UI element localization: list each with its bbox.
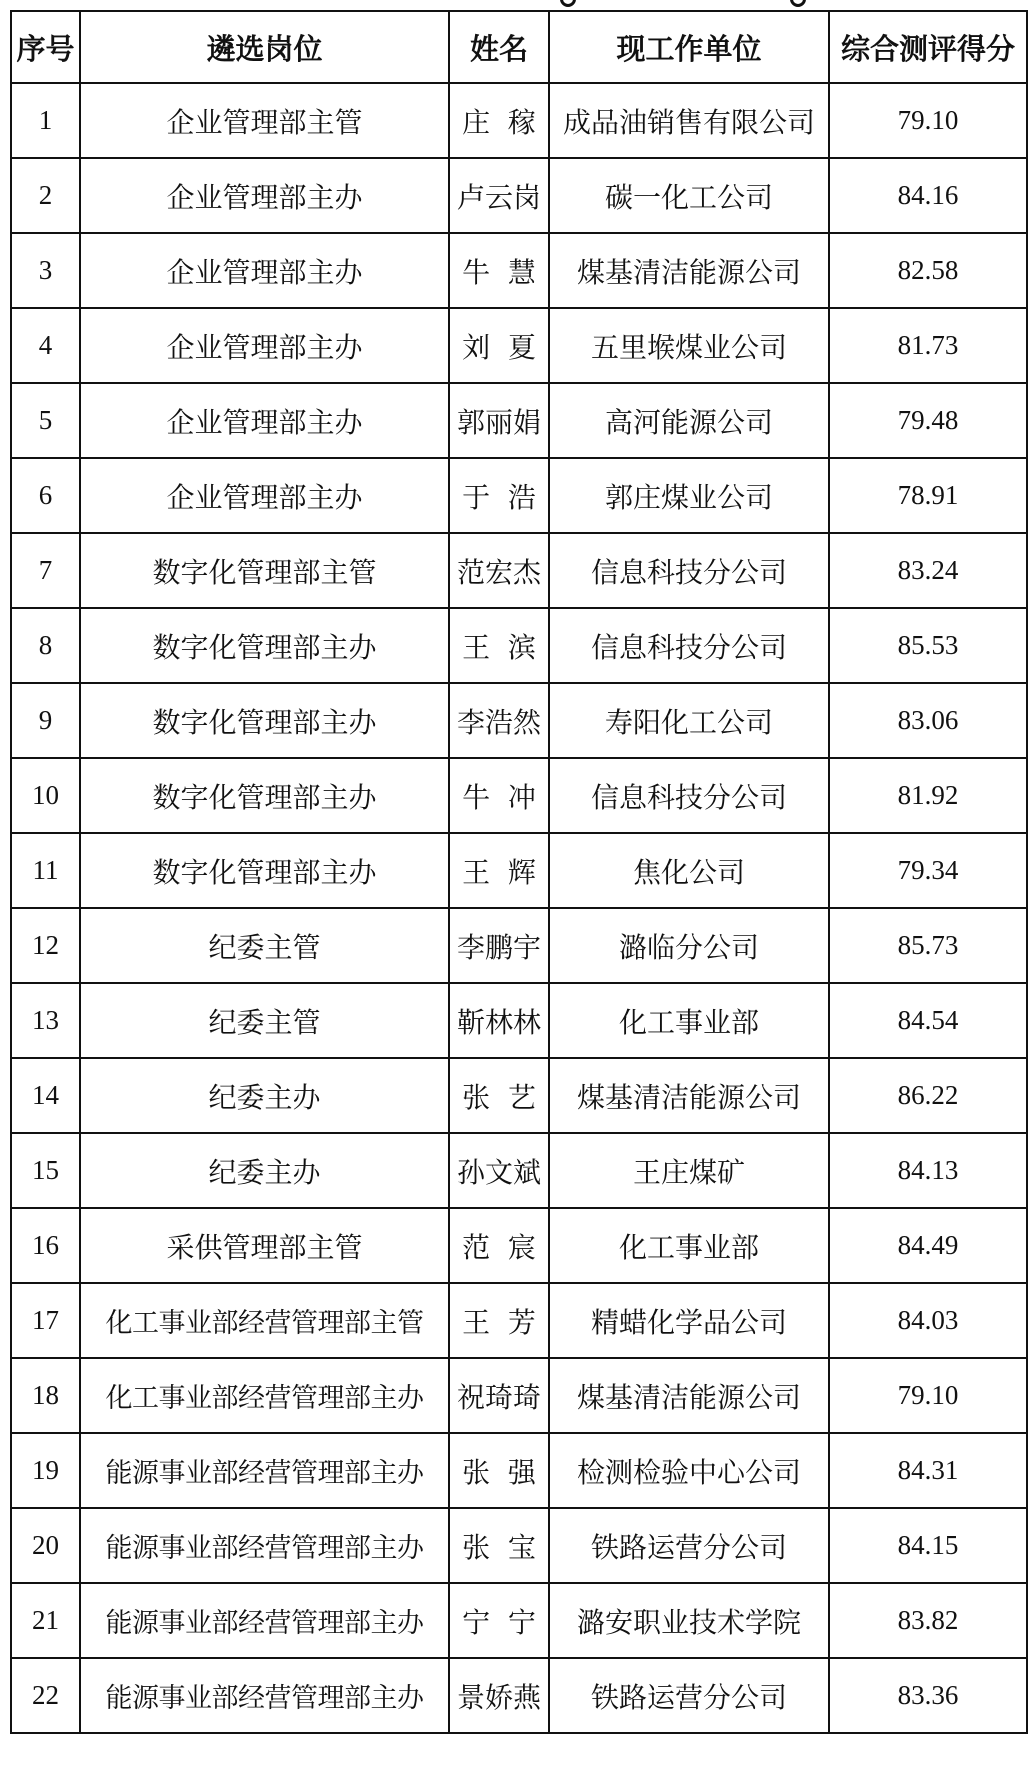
cell-post: 能源事业部经营管理部主办 bbox=[80, 1583, 449, 1658]
cell-unit: 潞安职业技术学院 bbox=[549, 1583, 829, 1658]
cell-post: 纪委主管 bbox=[80, 983, 449, 1058]
table-row bbox=[11, 908, 1027, 983]
header-score: 综合测评得分 bbox=[829, 11, 1027, 83]
cell-no: 8 bbox=[11, 608, 80, 683]
cell-name: 靳林林 bbox=[449, 983, 549, 1058]
cell-name: 李浩然 bbox=[449, 683, 549, 758]
cell-no: 2 bbox=[11, 158, 80, 233]
cell-name: 卢云岗 bbox=[449, 158, 549, 233]
cell-unit: 煤基清洁能源公司 bbox=[549, 233, 829, 308]
cell-unit: 精蜡化学品公司 bbox=[549, 1283, 829, 1358]
cell-score: 81.92 bbox=[829, 758, 1027, 833]
table-row bbox=[11, 683, 1027, 758]
cell-score: 79.34 bbox=[829, 833, 1027, 908]
cell-no: 3 bbox=[11, 233, 80, 308]
cell-no: 1 bbox=[11, 83, 80, 158]
cell-unit: 煤基清洁能源公司 bbox=[549, 1358, 829, 1433]
cell-score: 85.53 bbox=[829, 608, 1027, 683]
table-row bbox=[11, 158, 1027, 233]
cell-unit: 寿阳化工公司 bbox=[549, 683, 829, 758]
header-no: 序号 bbox=[11, 11, 80, 83]
cell-post: 数字化管理部主办 bbox=[80, 683, 449, 758]
cell-unit: 化工事业部 bbox=[549, 983, 829, 1058]
cell-name: 牛 冲 bbox=[449, 758, 549, 833]
header-unit: 现工作单位 bbox=[549, 11, 829, 83]
cell-name: 张 强 bbox=[449, 1433, 549, 1508]
cell-post: 纪委主办 bbox=[80, 1058, 449, 1133]
table-row bbox=[11, 608, 1027, 683]
table-row bbox=[11, 833, 1027, 908]
table-row bbox=[11, 533, 1027, 608]
cell-post: 能源事业部经营管理部主办 bbox=[80, 1433, 449, 1508]
cell-unit: 信息科技分公司 bbox=[549, 533, 829, 608]
cell-post: 化工事业部经营管理部主管 bbox=[80, 1283, 449, 1358]
cell-name: 范宏杰 bbox=[449, 533, 549, 608]
cell-name: 张 宝 bbox=[449, 1508, 549, 1583]
cell-no: 12 bbox=[11, 908, 80, 983]
cell-score: 84.03 bbox=[829, 1283, 1027, 1358]
cell-post: 采供管理部主管 bbox=[80, 1208, 449, 1283]
cell-score: 84.31 bbox=[829, 1433, 1027, 1508]
cell-score: 84.54 bbox=[829, 983, 1027, 1058]
cell-no: 4 bbox=[11, 308, 80, 383]
cell-post: 数字化管理部主办 bbox=[80, 608, 449, 683]
cell-post: 能源事业部经营管理部主办 bbox=[80, 1658, 449, 1733]
cell-name: 刘 夏 bbox=[449, 308, 549, 383]
cell-no: 21 bbox=[11, 1583, 80, 1658]
table-row bbox=[11, 233, 1027, 308]
cell-name: 张 艺 bbox=[449, 1058, 549, 1133]
cell-name: 李鹏宇 bbox=[449, 908, 549, 983]
cell-name: 宁 宁 bbox=[449, 1583, 549, 1658]
header-post: 遴选岗位 bbox=[80, 11, 449, 83]
cell-post: 纪委主办 bbox=[80, 1133, 449, 1208]
cell-score: 79.10 bbox=[829, 83, 1027, 158]
table-row bbox=[11, 83, 1027, 158]
header-name: 姓名 bbox=[449, 11, 549, 83]
cell-post: 企业管理部主办 bbox=[80, 383, 449, 458]
cell-name: 庄 稼 bbox=[449, 83, 549, 158]
cell-post: 企业管理部主管 bbox=[80, 83, 449, 158]
cell-post: 企业管理部主办 bbox=[80, 308, 449, 383]
cell-post: 数字化管理部主办 bbox=[80, 758, 449, 833]
cell-unit: 信息科技分公司 bbox=[549, 758, 829, 833]
cell-unit: 郭庄煤业公司 bbox=[549, 458, 829, 533]
cell-name: 于 浩 bbox=[449, 458, 549, 533]
cell-unit: 煤基清洁能源公司 bbox=[549, 1058, 829, 1133]
cell-score: 86.22 bbox=[829, 1058, 1027, 1133]
cell-post: 企业管理部主办 bbox=[80, 458, 449, 533]
cell-no: 18 bbox=[11, 1358, 80, 1433]
cell-post: 数字化管理部主管 bbox=[80, 533, 449, 608]
cell-no: 16 bbox=[11, 1208, 80, 1283]
cell-no: 5 bbox=[11, 383, 80, 458]
cell-score: 83.36 bbox=[829, 1658, 1027, 1733]
cell-no: 7 bbox=[11, 533, 80, 608]
cell-name: 孙文斌 bbox=[449, 1133, 549, 1208]
cell-no: 20 bbox=[11, 1508, 80, 1583]
table-row bbox=[11, 458, 1027, 533]
table-row bbox=[11, 383, 1027, 458]
cell-post: 能源事业部经营管理部主办 bbox=[80, 1508, 449, 1583]
cell-no: 13 bbox=[11, 983, 80, 1058]
cell-score: 84.16 bbox=[829, 158, 1027, 233]
table-row bbox=[11, 1508, 1027, 1583]
cell-unit: 王庄煤矿 bbox=[549, 1133, 829, 1208]
cell-no: 19 bbox=[11, 1433, 80, 1508]
table-row bbox=[11, 1583, 1027, 1658]
cell-unit: 信息科技分公司 bbox=[549, 608, 829, 683]
cell-unit: 五里堠煤业公司 bbox=[549, 308, 829, 383]
cell-name: 王 辉 bbox=[449, 833, 549, 908]
table-row bbox=[11, 758, 1027, 833]
table-row bbox=[11, 1358, 1027, 1433]
cell-score: 83.24 bbox=[829, 533, 1027, 608]
cell-score: 84.13 bbox=[829, 1133, 1027, 1208]
cell-no: 6 bbox=[11, 458, 80, 533]
cell-no: 22 bbox=[11, 1658, 80, 1733]
table-row bbox=[11, 1658, 1027, 1733]
cell-unit: 高河能源公司 bbox=[549, 383, 829, 458]
cell-name: 王 芳 bbox=[449, 1283, 549, 1358]
cell-name: 祝琦琦 bbox=[449, 1358, 549, 1433]
cell-name: 牛 慧 bbox=[449, 233, 549, 308]
table-row bbox=[11, 1058, 1027, 1133]
cell-unit: 化工事业部 bbox=[549, 1208, 829, 1283]
cell-no: 14 bbox=[11, 1058, 80, 1133]
cell-score: 83.06 bbox=[829, 683, 1027, 758]
cell-name: 王 滨 bbox=[449, 608, 549, 683]
cell-score: 79.10 bbox=[829, 1358, 1027, 1433]
cell-no: 10 bbox=[11, 758, 80, 833]
cell-unit: 铁路运营分公司 bbox=[549, 1508, 829, 1583]
table-body bbox=[11, 83, 1027, 1733]
cell-post: 企业管理部主办 bbox=[80, 233, 449, 308]
cell-score: 85.73 bbox=[829, 908, 1027, 983]
cell-score: 83.82 bbox=[829, 1583, 1027, 1658]
cropped-title-remnant bbox=[0, 0, 1035, 10]
cell-unit: 碳一化工公司 bbox=[549, 158, 829, 233]
cell-no: 17 bbox=[11, 1283, 80, 1358]
table-row bbox=[11, 1133, 1027, 1208]
cell-score: 84.15 bbox=[829, 1508, 1027, 1583]
cell-score: 81.73 bbox=[829, 308, 1027, 383]
cell-no: 15 bbox=[11, 1133, 80, 1208]
table-row bbox=[11, 1283, 1027, 1358]
cropped-glyph-mark bbox=[560, 0, 576, 7]
cell-unit: 成品油销售有限公司 bbox=[549, 83, 829, 158]
header-row bbox=[11, 11, 1027, 83]
cell-post: 化工事业部经营管理部主办 bbox=[80, 1358, 449, 1433]
cell-unit: 潞临分公司 bbox=[549, 908, 829, 983]
cell-score: 78.91 bbox=[829, 458, 1027, 533]
cell-unit: 焦化公司 bbox=[549, 833, 829, 908]
cell-score: 84.49 bbox=[829, 1208, 1027, 1283]
cell-no: 9 bbox=[11, 683, 80, 758]
cell-name: 景娇燕 bbox=[449, 1658, 549, 1733]
table-row bbox=[11, 1208, 1027, 1283]
table-row bbox=[11, 983, 1027, 1058]
cell-unit: 铁路运营分公司 bbox=[549, 1658, 829, 1733]
cropped-glyph-mark bbox=[790, 0, 806, 7]
cell-name: 郭丽娟 bbox=[449, 383, 549, 458]
cell-name: 范 宸 bbox=[449, 1208, 549, 1283]
cell-score: 79.48 bbox=[829, 383, 1027, 458]
table-row bbox=[11, 308, 1027, 383]
cell-post: 纪委主管 bbox=[80, 908, 449, 983]
score-table bbox=[10, 10, 1028, 1734]
cell-no: 11 bbox=[11, 833, 80, 908]
cell-unit: 检测检验中心公司 bbox=[549, 1433, 829, 1508]
cell-score: 82.58 bbox=[829, 233, 1027, 308]
cell-post: 企业管理部主办 bbox=[80, 158, 449, 233]
cell-post: 数字化管理部主办 bbox=[80, 833, 449, 908]
table-row bbox=[11, 1433, 1027, 1508]
